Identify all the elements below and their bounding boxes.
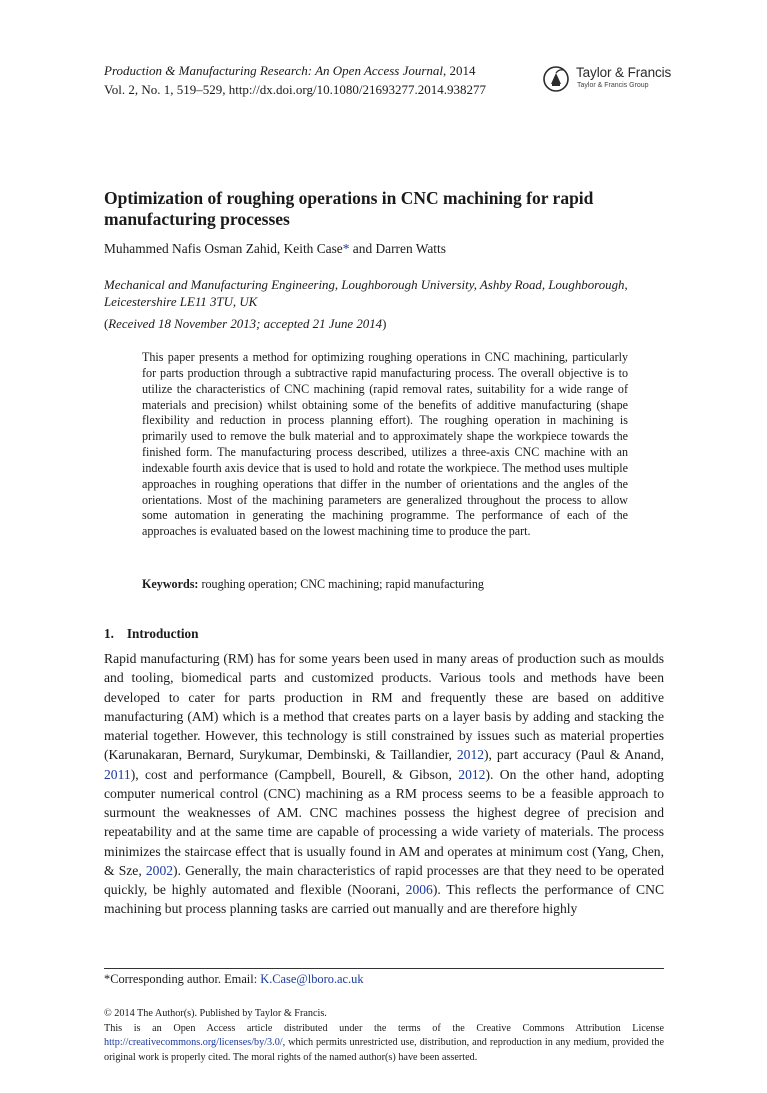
citation-link[interactable]: 2006 [405, 882, 433, 897]
journal-header [104, 61, 486, 99]
intro-text-1: Rapid manufacturing (RM) has for some years been used in many areas of production such as moulds and tooling, biomedical parts and customized products. Various tools and methods have been developed to cater for parts production in RM and frequently these are based on additive manufacturing (AM) which is a method that creates parts on a layer basis by adding and stacking the material together. However, this technology is still constrained by issues such as material properties (Karunakaran, Bernard, Surykumar, Dembinski, & Taillandier, [104, 651, 664, 763]
publisher-logo [542, 64, 672, 96]
citation-link[interactable]: 2002 [145, 862, 174, 878]
publisher-name: Taylor & Francis [576, 65, 672, 80]
journal-year: , 2014 [443, 63, 476, 78]
citation-link[interactable]: 2012 [456, 747, 485, 763]
intro-text-5: ). Generally, the main characteristics of rapid processes are that they need to be operated quickly, be highly automated and flexible (Noorani, [104, 862, 664, 897]
keywords-list: roughing operation; CNC machining; rapid manufacturing [198, 577, 484, 591]
footnote-prefix: *Corresponding author. Email: [104, 972, 261, 986]
authors-last: and Darren Watts [349, 241, 446, 256]
intro-text-2: ), part accuracy (Paul & Anand, [484, 747, 664, 763]
intro-text-4: ). On the other hand, adopting computer numerical control (CNC) machining as a RM process seems to be a feasible approach to surmount the weaknesses of AM. CNC machines possess the highest degree of precision and repeatability and at the same time are capable of processing a wide variety of materials. The process minimizes the staircase effect that is usually found in AM and operates at minimum cost (Yang, Chen, & Sze, [104, 766, 664, 878]
citation-link[interactable]: 2012 [458, 766, 486, 782]
journal-title-line [104, 61, 486, 80]
copyright-line: © 2014 The Author(s). Published by Taylor & Francis. [104, 1008, 327, 1019]
author-list [104, 241, 446, 257]
keywords [142, 577, 628, 592]
license-text-2: , which permits unrestricted use, distribution, and reproduction in any medium, provided the original work is properly cited. The moral rights of the named author(s) have been asserted. [104, 1037, 664, 1063]
received-text: Received 18 November 2013; accepted 21 June 2014 [108, 317, 383, 331]
license-block [104, 1007, 664, 1065]
section-number: 1. [104, 626, 114, 641]
license-text [104, 1022, 664, 1066]
corresponding-author-link[interactable]: * [342, 241, 350, 256]
license-text-1: This is an Open Access article distributed under the terms of the Creative Commons Attribution License [104, 1022, 664, 1034]
section-title: Introduction [126, 626, 199, 641]
journal-citation: Vol. 2, No. 1, 519–529, http://dx.doi.org/10.1080/21693277.2014.938277 [104, 82, 486, 97]
publisher-group: Taylor & Francis Group [577, 82, 649, 89]
footnote-divider [104, 968, 664, 969]
introduction-paragraph [104, 649, 664, 919]
received-dates [104, 317, 386, 332]
journal-name: Production & Manufacturing Research: An Open Access Journal [104, 63, 444, 78]
article-title: Optimization of roughing operations in CNC machining for rapid manufacturing processes [104, 188, 594, 229]
intro-text-3: ), cost and performance (Campbell, Bourell, & Gibson, [130, 766, 459, 782]
received-paren-open: ( [104, 317, 109, 331]
corresponding-footnote [104, 972, 364, 987]
received-paren-close: ) [382, 317, 387, 331]
lamp-logo-icon [542, 64, 570, 94]
license-url-link[interactable]: http://creativecommons.org/licenses/by/3.0/ [104, 1037, 283, 1049]
abstract: This paper presents a method for optimizing roughing operations in CNC machining, particularly for parts production through a subtractive rapid manufacturing process. The overall objective is to utilize the characteristics of CNC machining (rapid removal rates, suitability for a wide range of materials and precision) whilst obtaining some of the benefits of additive manufacturing (shape flexibility and reduction in process planning effort). The roughing operation in machining is primarily used to remove the bulk material and to approximately shape the workpiece towards the finished form. The manufacturing process described, utilizes a three-axis CNC machine with an indexable fourth axis device that is used to hold and rotate the workpiece. The method uses multiple approaches in roughing operations that differ in the number of orientations and the angles of the orientations. Most of the machining parameters are generalized throughout the process to allow some automation in generating the machining programme. The performance of each of the approaches is evaluated based on the lowest machining time to produce the part. [142, 350, 628, 539]
authors-first: Muhammed Nafis Osman Zahid, Keith Case [104, 241, 343, 256]
section-heading [104, 626, 198, 642]
keywords-label: Keywords: [142, 577, 199, 591]
email-link[interactable]: K.Case@lboro.ac.uk [260, 972, 364, 986]
affiliation: Mechanical and Manufacturing Engineering, Loughborough University, Ashby Road, Loughborough, Leicestershire LE11 3TU, UK [104, 278, 628, 309]
citation-link[interactable]: 2011 [104, 766, 131, 782]
intro-text-6: ). This reflects the performance of CNC machining but process planning tasks are carried out manually and are therefore highly [104, 882, 665, 917]
